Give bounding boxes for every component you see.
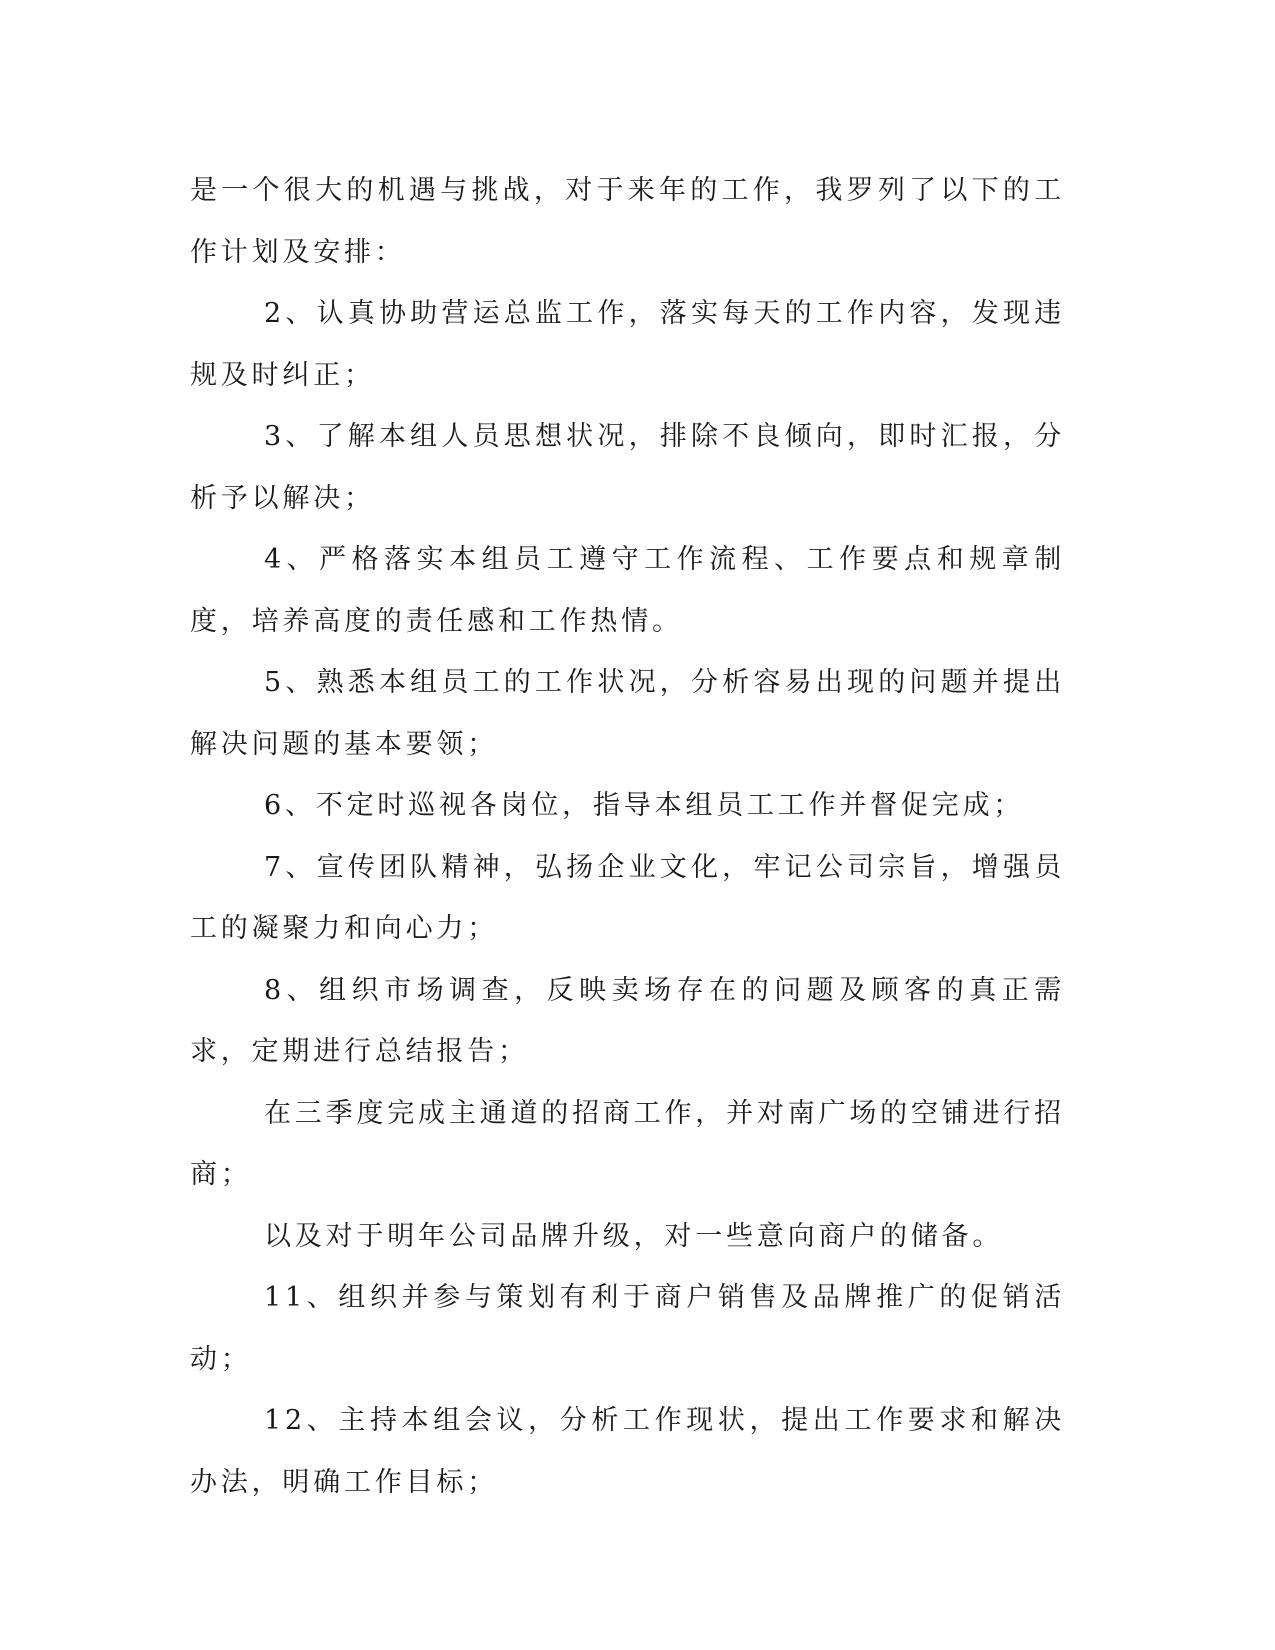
- paragraph-item-6: 6、不定时巡视各岗位，指导本组员工工作并督促完成；: [264, 790, 1025, 821]
- paragraph-item-2: 2、认真协助营运总监工作，落实每天的工作内容，发现违规及时纠正；: [190, 298, 1065, 391]
- paragraph-item-5: 5、熟悉本组员工的工作状况，分析容易出现的问题并提出解决问题的基本要领；: [190, 667, 1065, 760]
- paragraph-item-4: 4、严格落实本组员工遵守工作流程、工作要点和规章制度，培养高度的责任感和工作热情。: [190, 544, 1065, 637]
- paragraph-item-9: 在三季度完成主通道的招商工作，并对南广场的空铺进行招商；: [190, 1097, 1065, 1190]
- paragraph-item-11: 11、组织并参与策划有利于商户销售及品牌推广的促销活动；: [190, 1282, 1065, 1375]
- paragraph-item-10: 以及对于明年公司品牌升级，对一些意向商户的储备。: [264, 1220, 1004, 1252]
- paragraph-item-7: 7、宣传团队精神，弘扬企业文化，牢记公司宗旨，增强员工的凝聚力和向心力；: [190, 851, 1065, 944]
- paragraph-item-3: 3、了解本组人员思想状况，排除不良倾向，即时汇报，分析予以解决；: [190, 421, 1065, 514]
- paragraph-item-12: 12、主持本组会议，分析工作现状，提出工作要求和解决办法，明确工作目标；: [190, 1405, 1065, 1498]
- paragraph-work-plan-intro: 是一个很大的机遇与挑战，对于来年的工作，我罗列了以下的工作计划及安排：: [190, 175, 1065, 268]
- paragraph-item-8: 8、组织市场调查，反映卖场存在的问题及顾客的真正需求，定期进行总结报告；: [190, 974, 1065, 1067]
- document-body: [190, 160, 1065, 1513]
